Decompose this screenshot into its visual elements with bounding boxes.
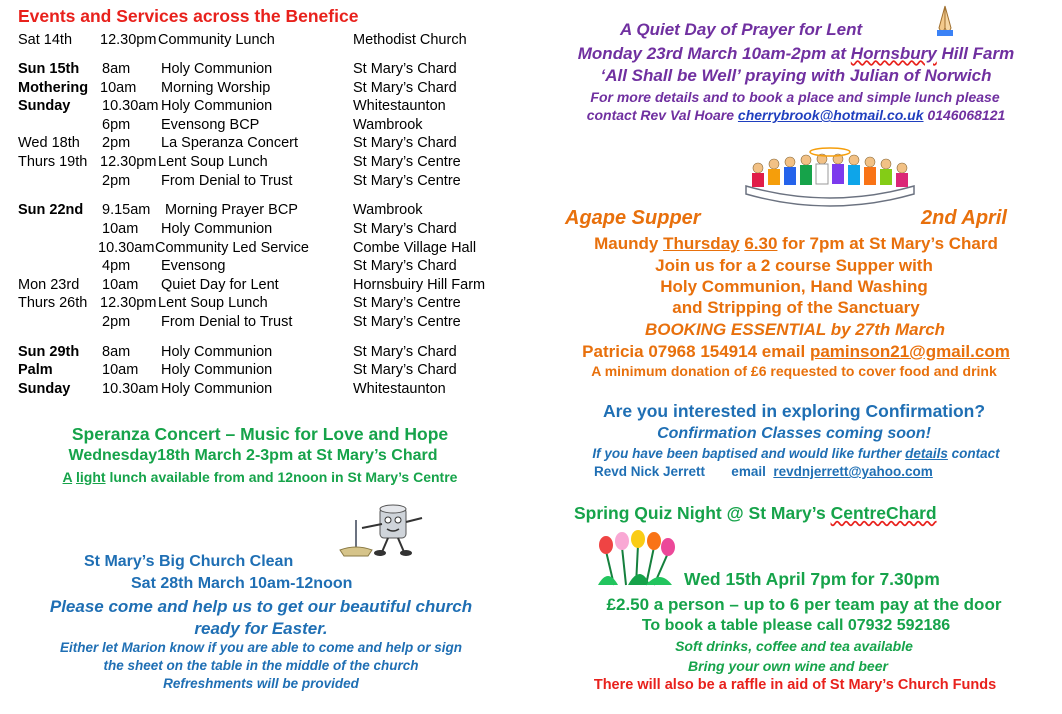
schedule-event: Quiet Day for Lent [161, 277, 279, 293]
agape-line4: and Stripping of the Sanctuary [672, 298, 920, 317]
schedule-time: 10.30am [102, 98, 159, 114]
schedule-venue: St Mary’s Chard [353, 80, 457, 96]
schedule-venue: St Mary’s Chard [353, 61, 457, 77]
quiz-own: Bring your own wine and beer [688, 658, 888, 674]
schedule-day: Thurs 19th [18, 154, 88, 170]
schedule-event: Holy Communion [161, 61, 273, 77]
schedule-time: 2pm [102, 173, 131, 189]
quiz-title [574, 503, 937, 524]
agape-line1-post: for 7pm at St Mary’s Chard [777, 234, 998, 253]
agape-date: 2nd April [921, 207, 1007, 229]
agape-line5: BOOKING ESSENTIAL by 27th March [644, 320, 946, 339]
schedule-day: Sun 22nd [18, 202, 84, 218]
quiet-day-line1-post: Hill Farm [936, 44, 1015, 63]
quiz-title-pre: Spring Quiz Night @ St Mary’s [574, 503, 831, 523]
clean-line4: the sheet on the table in the middle of the church [103, 658, 419, 673]
schedule-venue: Combe Village Hall [353, 240, 477, 256]
schedule-venue: Whitestaunton [353, 98, 446, 114]
agape-contact: Patricia 07968 154914 email [582, 342, 810, 361]
schedule-event: Evensong BCP [161, 117, 260, 133]
schedule-event: From Denial to Trust [161, 173, 293, 189]
schedule-day: Thurs 26th [18, 295, 88, 311]
confirmation-details: details [905, 446, 948, 461]
schedule-venue: Wambrook [353, 202, 423, 218]
schedule-venue: Methodist Church [353, 32, 467, 48]
schedule-time: 6pm [102, 117, 131, 133]
schedule-event: La Speranza Concert [161, 135, 299, 151]
quiet-day-contact: contact Rev Val Hoare [586, 107, 738, 123]
schedule-time: 10.30am [102, 381, 159, 397]
schedule-time: 2pm [102, 314, 131, 330]
speranza-lunch-rest: lunch available from and 12noon in St Mary’s Centre [109, 469, 458, 485]
agape-line1-pre: Maundy [594, 234, 664, 253]
confirmation-title: Are you interested in exploring Confirmation? [602, 401, 986, 421]
tulips-clipart [588, 527, 680, 589]
quiet-day-place: Hornsbury [850, 44, 937, 63]
quiet-day-line1-pre: Monday 23rd March 10am-2pm at [577, 44, 851, 63]
quiet-day-line1 [578, 44, 1014, 64]
schedule-day: Sunday [18, 98, 71, 114]
confirmation-line2-post: contact [947, 446, 1000, 461]
schedule-event: Holy Communion [161, 362, 273, 378]
schedule-time: 12.30pm [100, 295, 157, 311]
confirmation-line3 [594, 464, 933, 479]
quiet-day-phone: 0146068121 [927, 107, 1006, 123]
schedule-event: Holy Communion [161, 344, 273, 360]
schedule-venue: St Mary’s Centre [353, 314, 461, 330]
quiz-drinks: Soft drinks, coffee and tea available [675, 638, 913, 654]
clean-line2: ready for Easter. [194, 619, 328, 638]
schedule-event: From Denial to Trust [161, 314, 293, 330]
schedule-time: 8am [102, 344, 131, 360]
quiet-day-title: A Quiet Day of Prayer for Lent [620, 20, 863, 39]
schedule-time: 2pm [102, 135, 131, 151]
schedule-day: Sun 29th [18, 344, 80, 360]
confirmation-contact: Revd Nick Jerrett email [594, 464, 774, 479]
agape-day: Thursday [663, 234, 740, 253]
quiz-book: To book a table please call 07932 592186 [641, 617, 951, 634]
schedule-venue: Whitestaunton [353, 381, 446, 397]
schedule-day: Sunday [18, 381, 71, 397]
quiet-day-line2: ‘All Shall be Well’ praying with Julian of Norwich [600, 66, 992, 85]
schedule-venue: St Mary’s Chard [353, 258, 457, 274]
agape-email-link[interactable]: paminson21@gmail.com [809, 342, 1010, 361]
schedule-venue: Wambrook [353, 117, 423, 133]
speranza-lunch [63, 469, 458, 485]
schedule-event: Evensong [161, 258, 226, 274]
schedule-venue: St Mary’s Centre [353, 173, 461, 189]
schedule-day: Palm [18, 362, 53, 378]
schedule-venue: St Mary’s Chard [353, 362, 457, 378]
quiz-raffle: There will also be a raffle in aid of St Mary’s Church Funds [593, 677, 997, 693]
schedule-day: Sun 15th [18, 61, 80, 77]
schedule-time: 12.30pm [100, 154, 157, 170]
schedule-time: 9.15am [102, 202, 151, 218]
schedule-event: Morning Worship [161, 80, 271, 96]
schedule-venue: St Mary’s Chard [353, 135, 457, 151]
schedule-time: 8am [102, 61, 131, 77]
clean-line1: Please come and help us to get our beautiful church [49, 597, 473, 616]
schedule-venue: St Mary’s Centre [353, 154, 461, 170]
clean-when: Sat 28th March 10am-12noon [131, 575, 353, 592]
quiet-day-email-link[interactable]: cherrybrook@hotmail.co.uk [737, 107, 924, 123]
schedule-day: Wed 18th [18, 135, 80, 151]
schedule-event: Holy Communion [161, 98, 273, 114]
quiet-day-line3: For more details and to book a place and simple lunch please [590, 89, 1000, 105]
schedule-event: Lent Soup Lunch [158, 154, 268, 170]
agape-line1 [594, 234, 998, 254]
schedule-venue: St Mary’s Chard [353, 221, 457, 237]
clean-line5: Refreshments will be provided [163, 676, 359, 691]
quiet-day-line4 [587, 107, 1006, 123]
cleaning-clipart [326, 500, 436, 558]
schedule-event: Holy Communion [161, 221, 273, 237]
speranza-title: Speranza Concert – Music for Love and Hope [71, 424, 449, 444]
schedule-event: Lent Soup Lunch [158, 295, 268, 311]
quiz-when: Wed 15th April 7pm for 7.30pm [684, 569, 940, 589]
schedule-day: Mothering [18, 80, 89, 96]
agape-title: Agape Supper [565, 207, 701, 229]
clean-title: St Mary’s Big Church Clean [84, 553, 294, 570]
events-title: Events and Services across the Benefice [18, 6, 359, 26]
agape-line7: A minimum donation of £6 requested to cover food and drink [591, 363, 997, 379]
schedule-time: 10am [102, 221, 139, 237]
schedule-day: Sat 14th [18, 32, 73, 48]
confirmation-line2 [592, 446, 999, 461]
schedule-venue: St Mary’s Chard [353, 344, 457, 360]
schedule-time: 10am [102, 362, 139, 378]
schedule-event: Community Lunch [158, 32, 275, 48]
praying-hands-icon [932, 4, 958, 38]
schedule-event: Community Led Service [155, 240, 309, 256]
schedule-day: Mon 23rd [18, 277, 80, 293]
schedule-time: 10am [102, 277, 139, 293]
speranza-when: Wednesday18th March 2-3pm at St Mary’s Chard [68, 447, 438, 464]
speranza-lunch-a: A [62, 469, 73, 485]
confirmation-email-link[interactable]: revdnjerrett@yahoo.com [773, 464, 933, 479]
schedule-time: 12.30pm [100, 32, 157, 48]
clean-line3: Either let Marion know if you are able to come and help or sign [59, 640, 463, 655]
confirmation-line2-pre: If you have been baptised and would like further [592, 446, 906, 461]
schedule-event: Holy Communion [161, 381, 273, 397]
schedule-time: 4pm [102, 258, 131, 274]
schedule-time: 10.30am [98, 240, 155, 256]
agape-line2: Join us for a 2 course Supper with [655, 256, 933, 275]
schedule-time: 10am [100, 80, 137, 96]
schedule-venue: Hornsbuiry Hill Farm [353, 277, 486, 293]
agape-line3: Holy Communion, Hand Washing [660, 277, 928, 296]
schedule-venue: St Mary’s Centre [353, 295, 461, 311]
speranza-lunch-light: light [76, 469, 106, 485]
agape-line6 [582, 342, 1010, 362]
agape-time: 6.30 [744, 234, 778, 253]
confirmation-line1: Confirmation Classes coming soon! [657, 425, 931, 442]
quiz-place: CentreChard [830, 503, 937, 523]
schedule-event: Morning Prayer BCP [165, 202, 298, 218]
quiz-price: £2.50 a person – up to 6 per team pay at the door [606, 595, 1002, 614]
last-supper-clipart [740, 146, 920, 220]
